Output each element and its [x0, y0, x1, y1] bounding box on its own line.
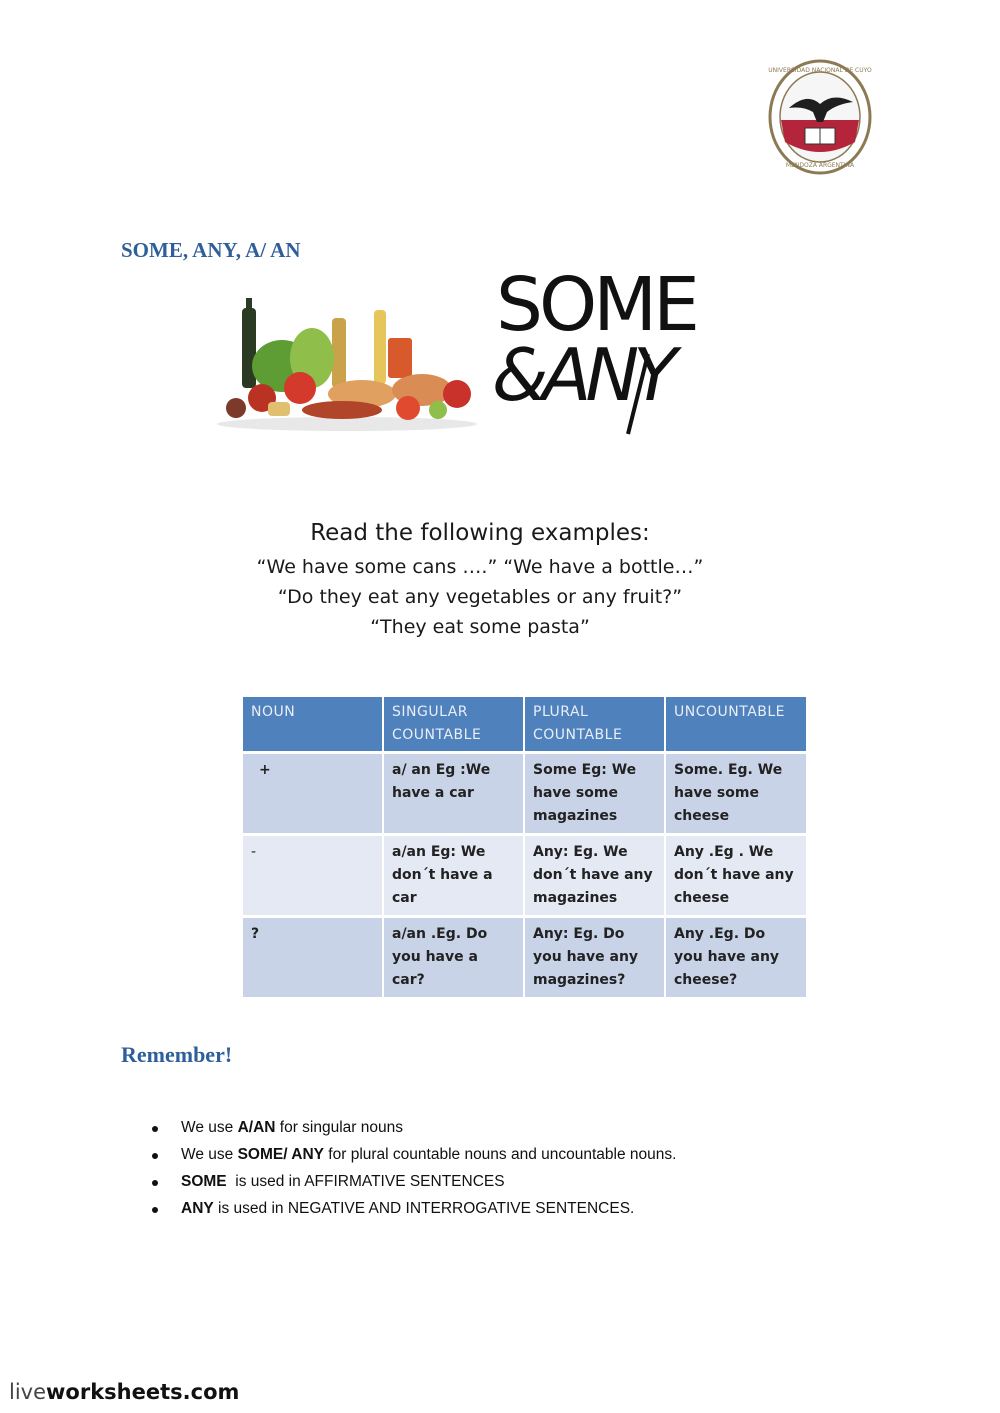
university-seal-logo: [767, 58, 873, 176]
row-symbol: -: [243, 835, 383, 917]
table-row: [243, 753, 806, 835]
logo-line-some: SOME: [496, 262, 696, 348]
cell-plural: Any: Eg. We don´t have any magazines: [524, 835, 665, 917]
logo-line-any: &ANY: [492, 333, 672, 417]
table-row: [243, 835, 806, 917]
cell-plural: Any: Eg. Do you have any magazines?: [524, 917, 665, 998]
list-item: We use A/AN for singular nouns: [150, 1116, 850, 1143]
column-header-singular: SINGULAR COUNTABLE: [383, 697, 524, 753]
bullet-icon: [152, 1126, 158, 1132]
bullet-icon: [152, 1180, 158, 1186]
groceries-image: [212, 298, 482, 432]
seal-text-top: UNIVERSIDAD NACIONAL DE CUYO: [768, 67, 872, 74]
rules-list: [150, 1116, 850, 1224]
grammar-table: [243, 697, 806, 997]
column-header-noun: NOUN: [243, 697, 383, 753]
table-header-row: [243, 697, 806, 753]
list-item: SOME is used in AFFIRMATIVE SENTENCES: [150, 1170, 850, 1197]
remember-heading: Remember!: [121, 1042, 233, 1067]
cell-uncountable: Any .Eg. Do you have any cheese?: [665, 917, 806, 998]
table-row: [243, 917, 806, 998]
examples-intro: Read the following examples:: [310, 520, 650, 546]
example-line: “They eat some pasta”: [370, 616, 590, 638]
some-and-any-logo: [488, 262, 708, 442]
seal-text-bottom: MENDOZA ARGENTINA: [785, 162, 855, 169]
example-line: “Do they eat any vegetables or any fruit?”: [277, 586, 683, 608]
row-symbol: ?: [243, 917, 383, 998]
cell-singular: a/ an Eg :We have a car: [383, 753, 524, 835]
example-line: “We have some cans ….” “We have a bottle…”: [256, 556, 704, 578]
cell-uncountable: Any .Eg . We don´t have any cheese: [665, 835, 806, 917]
cell-uncountable: Some. Eg. We have some cheese: [665, 753, 806, 835]
liveworksheets-brand[interactable]: liveworksheets.com: [9, 1380, 240, 1404]
cell-singular: a/an .Eg. Do you have a car?: [383, 917, 524, 998]
row-symbol: +: [243, 753, 383, 835]
bullet-icon: [152, 1153, 158, 1159]
list-item: ANY is used in NEGATIVE AND INTERROGATIVE SENTENCES.: [150, 1197, 850, 1224]
bullet-icon: [152, 1207, 158, 1213]
column-header-plural: PLURAL COUNTABLE: [524, 697, 665, 753]
page-title: SOME, ANY, A/ AN: [121, 238, 301, 262]
cell-singular: a/an Eg: We don´t have a car: [383, 835, 524, 917]
examples-block: [180, 520, 780, 646]
cell-plural: Some Eg: We have some magazines: [524, 753, 665, 835]
column-header-uncountable: UNCOUNTABLE: [665, 697, 806, 753]
list-item: We use SOME/ ANY for plural countable nouns and uncountable nouns.: [150, 1143, 850, 1170]
